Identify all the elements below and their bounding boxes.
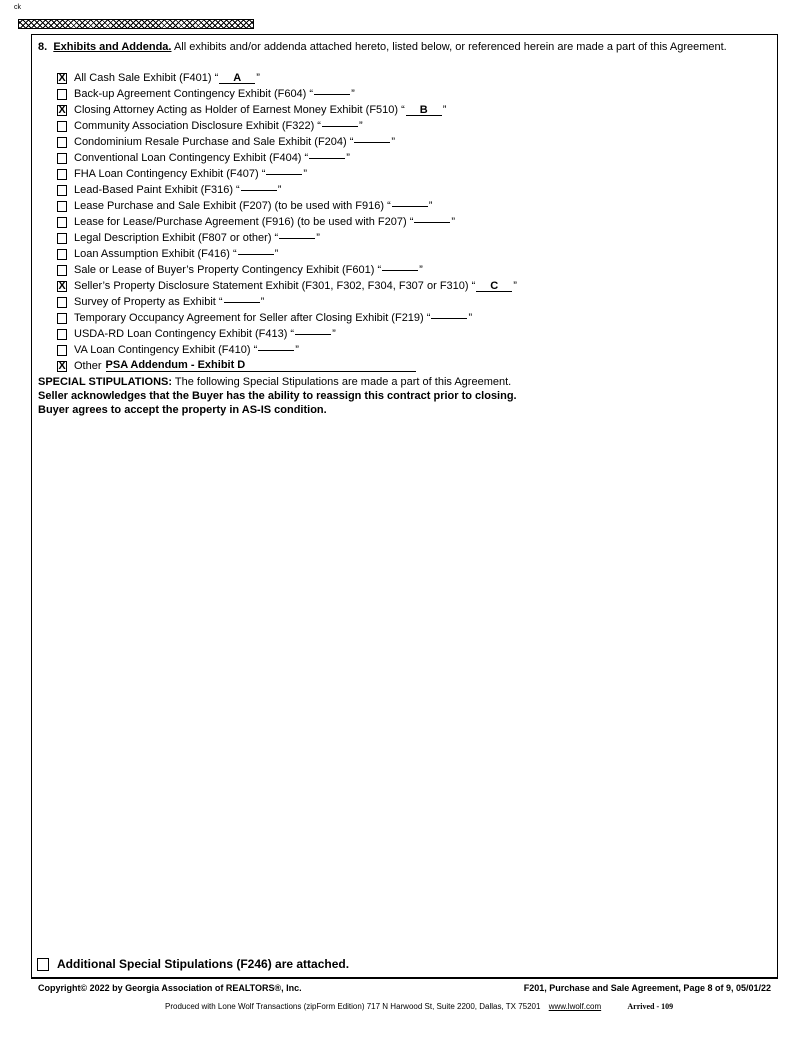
exhibit-row: [57, 86, 517, 102]
section-number: 8.: [38, 41, 48, 53]
exhibit-row: [57, 246, 517, 262]
exhibit-letter-field[interactable]: [266, 174, 302, 175]
exhibit-row: [57, 198, 517, 214]
exhibit-row: [57, 310, 517, 326]
exhibit-label: Loan Assumption Exhibit (F416) “: [74, 248, 237, 260]
exhibit-letter-field[interactable]: [295, 334, 331, 335]
exhibit-close-quote: ”: [513, 280, 517, 292]
other-value-field[interactable]: PSA Addendum - Exhibit D: [106, 360, 416, 372]
exhibit-checkbox[interactable]: X: [58, 103, 66, 116]
copyright: Copyright© 2022 by Georgia Association of REALTORS®, Inc.: [38, 983, 302, 993]
exhibit-close-quote: ”: [316, 232, 320, 244]
exhibit-close-quote: ”: [256, 72, 260, 84]
exhibit-label: Lead-Based Paint Exhibit (F316) “: [74, 184, 240, 196]
exhibit-close-quote: ”: [442, 104, 447, 116]
other-label: Other: [74, 360, 102, 372]
initials: ck: [14, 4, 21, 11]
exhibit-checkbox[interactable]: [57, 297, 67, 308]
special-line-1: Seller acknowledges that the Buyer has the ability to reassign this contract prior to closing.: [38, 390, 517, 402]
exhibit-label: Community Association Disclosure Exhibit (F322) “: [74, 120, 321, 132]
exhibit-row: [57, 342, 517, 358]
exhibit-checkbox[interactable]: [57, 89, 67, 100]
section-intro: All exhibits and/or addenda attached hereto, listed below, or referenced herein are made a part of this Agreement.: [173, 41, 727, 53]
exhibit-label: Back-up Agreement Contingency Exhibit (F604) “: [74, 88, 314, 100]
footer-rule: [31, 977, 778, 979]
exhibit-label: All Cash Sale Exhibit (F401) “: [74, 72, 219, 84]
exhibit-letter-field[interactable]: C: [476, 281, 512, 292]
exhibit-close-quote: ”: [260, 296, 265, 308]
exhibit-checkbox[interactable]: [57, 265, 67, 276]
special-intro: The following Special Stipulations are made a part of this Agreement.: [174, 376, 512, 388]
arrived-tag: Arrived - 109: [627, 1002, 674, 1011]
exhibit-close-quote: ”: [274, 248, 279, 260]
exhibit-row: [57, 102, 517, 118]
exhibit-label: Lease for Lease/Purchase Agreement (F916) (to be used with F207) “: [74, 216, 414, 228]
exhibit-label: USDA-RD Loan Contingency Exhibit (F413) “: [74, 328, 295, 340]
exhibit-close-quote: ”: [332, 328, 336, 340]
section-title: Exhibits and Addenda.: [53, 41, 172, 53]
exhibit-checkbox[interactable]: X: [58, 71, 66, 84]
exhibit-letter-field[interactable]: B: [406, 105, 442, 116]
exhibit-label: Survey of Property as Exhibit “: [74, 296, 223, 308]
producer-footer: [165, 1002, 673, 1011]
exhibit-letter-field[interactable]: [322, 126, 358, 127]
exhibit-list: [57, 70, 517, 374]
exhibit-close-quote: ”: [295, 344, 299, 356]
special-line-2: Buyer agrees to accept the property in AS-IS condition.: [38, 404, 327, 416]
exhibit-checkbox[interactable]: X: [58, 279, 66, 292]
exhibit-letter-field[interactable]: [431, 318, 467, 319]
exhibit-letter-field[interactable]: [238, 254, 274, 255]
exhibit-close-quote: ”: [358, 120, 363, 132]
other-checkbox[interactable]: X: [58, 359, 66, 372]
exhibit-checkbox[interactable]: [57, 249, 67, 260]
producer-text: Produced with Lone Wolf Transactions (zipForm Edition) 717 N Harwood St, Suite 2200, Dallas, TX 75201: [165, 1002, 541, 1011]
exhibit-close-quote: ”: [346, 152, 350, 164]
exhibit-close-quote: ”: [277, 184, 282, 196]
exhibit-label: Lease Purchase and Sale Exhibit (F207) (to be used with F916) “: [74, 200, 391, 212]
section-8: [38, 40, 773, 55]
exhibit-row: [57, 278, 517, 294]
exhibit-row: [57, 182, 517, 198]
exhibit-close-quote: ”: [351, 88, 355, 100]
exhibit-row: [57, 118, 517, 134]
exhibit-letter-field[interactable]: [314, 94, 350, 95]
additional-label: Additional Special Stipulations (F246) are attached.: [57, 957, 350, 971]
exhibit-letter-field[interactable]: [309, 158, 345, 159]
exhibit-letter-field[interactable]: [258, 350, 294, 351]
exhibit-letter-field[interactable]: [224, 302, 260, 303]
exhibit-row: [57, 134, 517, 150]
exhibit-label: Temporary Occupancy Agreement for Seller after Closing Exhibit (F219) “: [74, 312, 431, 324]
exhibit-label: Sale or Lease of Buyer’s Property Contingency Exhibit (F601) “: [74, 264, 382, 276]
exhibit-row: [57, 294, 517, 310]
exhibit-close-quote: ”: [419, 264, 423, 276]
exhibit-label: Condominium Resale Purchase and Sale Exhibit (F204) “: [74, 136, 354, 148]
exhibit-checkbox[interactable]: [57, 185, 67, 196]
form-reference: F201, Purchase and Sale Agreement, Page 8 of 9, 05/01/22: [523, 983, 771, 993]
exhibit-checkbox[interactable]: [57, 217, 67, 228]
exhibit-label: Legal Description Exhibit (F807 or other) “: [74, 232, 279, 244]
exhibit-checkbox[interactable]: [57, 153, 67, 164]
lwolf-link[interactable]: www.lwolf.com: [548, 1002, 602, 1011]
exhibit-label: Conventional Loan Contingency Exhibit (F404) “: [74, 152, 309, 164]
exhibit-letter-field[interactable]: [414, 222, 450, 223]
exhibit-row: [57, 326, 517, 342]
exhibit-checkbox[interactable]: [57, 169, 67, 180]
exhibit-checkbox[interactable]: [57, 121, 67, 132]
other-row: [57, 358, 517, 374]
exhibit-close-quote: ”: [303, 168, 308, 180]
special-heading: SPECIAL STIPULATIONS:: [38, 376, 173, 388]
exhibit-label: FHA Loan Contingency Exhibit (F407) “: [74, 168, 266, 180]
exhibit-checkbox[interactable]: [57, 329, 67, 340]
exhibit-close-quote: ”: [391, 136, 396, 148]
exhibit-letter-field[interactable]: [382, 270, 418, 271]
exhibit-close-quote: ”: [428, 200, 433, 212]
exhibit-close-quote: ”: [468, 312, 473, 324]
exhibit-row: [57, 150, 517, 166]
exhibit-label: VA Loan Contingency Exhibit (F410) “: [74, 344, 258, 356]
exhibit-label: Closing Attorney Acting as Holder of Earnest Money Exhibit (F510) “: [74, 104, 405, 116]
exhibit-letter-field[interactable]: A: [219, 73, 255, 84]
exhibit-checkbox[interactable]: [57, 201, 67, 212]
special-stipulations: [38, 375, 517, 417]
exhibit-letter-field[interactable]: [241, 190, 277, 191]
exhibit-label: Seller’s Property Disclosure Statement Exhibit (F301, F302, F304, F307 or F310) “: [74, 280, 476, 292]
exhibit-row: [57, 230, 517, 246]
exhibit-checkbox[interactable]: [57, 137, 67, 148]
exhibit-checkbox[interactable]: [57, 313, 67, 324]
exhibit-letter-field[interactable]: [354, 142, 390, 143]
exhibit-letter-field[interactable]: [279, 238, 315, 239]
header-hatch-bar: [18, 19, 254, 29]
exhibit-checkbox[interactable]: [57, 233, 67, 244]
additional-checkbox[interactable]: [37, 958, 49, 971]
additional-stipulations: [37, 957, 349, 971]
exhibit-letter-field[interactable]: [392, 206, 428, 207]
exhibit-close-quote: ”: [451, 216, 456, 228]
exhibit-checkbox[interactable]: [57, 345, 67, 356]
exhibit-row: [57, 70, 517, 86]
exhibit-row: [57, 262, 517, 278]
exhibit-row: [57, 166, 517, 182]
exhibit-row: [57, 214, 517, 230]
